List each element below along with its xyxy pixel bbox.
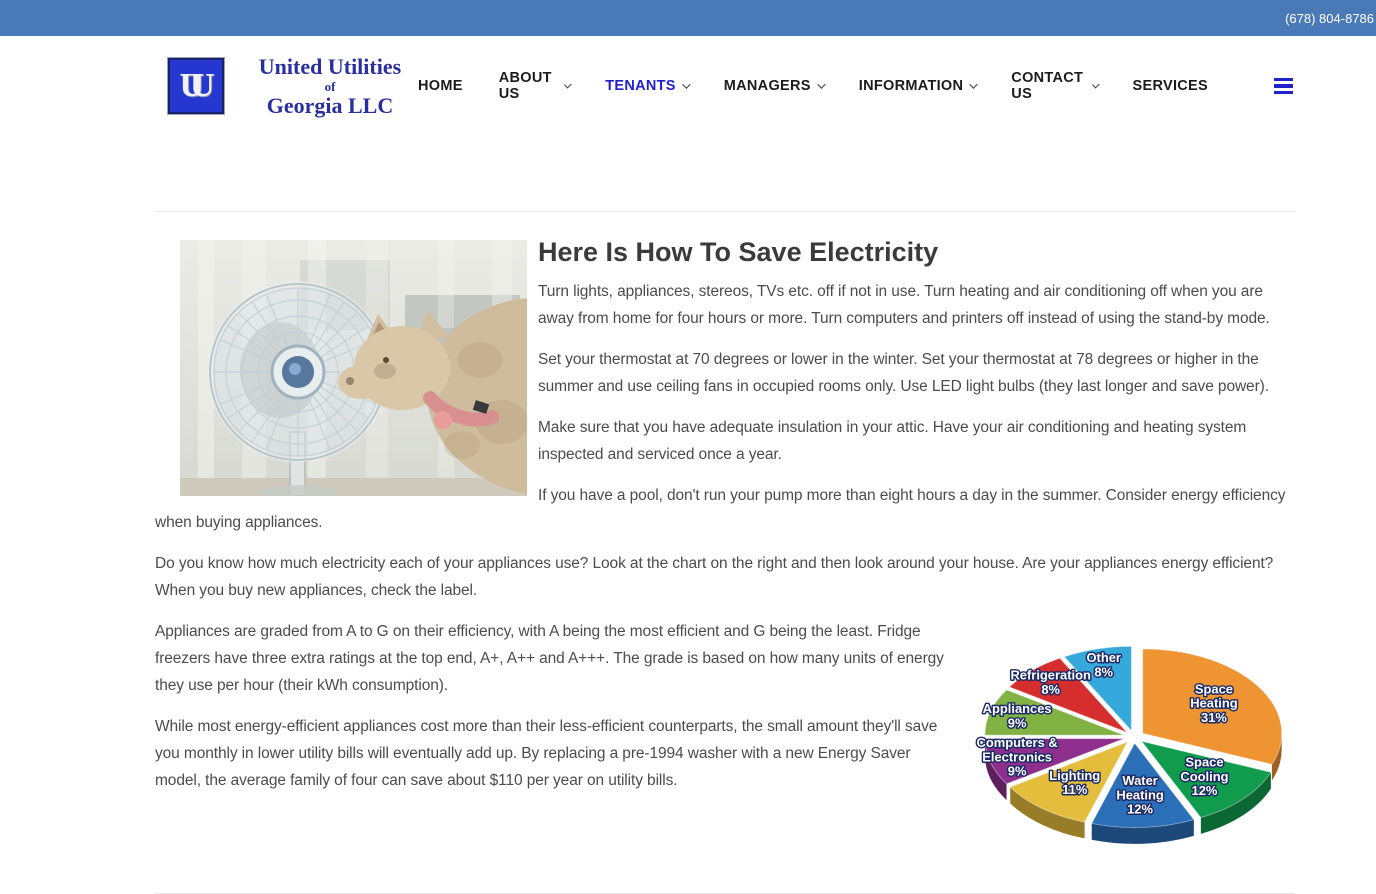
chevron-down-icon xyxy=(1092,81,1100,89)
site-logo[interactable] xyxy=(155,53,418,118)
phone-number-link[interactable]: (678) 804-8786 xyxy=(1285,10,1374,26)
svg-text:Water: Water xyxy=(1122,772,1158,788)
svg-text:Space: Space xyxy=(1194,681,1234,697)
menu-toggle-button[interactable] xyxy=(1272,74,1295,99)
svg-text:Computers &: Computers & xyxy=(976,734,1058,750)
paragraph-turn-off: Turn lights, appliances, stereos, TVs etc. off if not in use. Turn heating and air conditioning off when you are away from home for four hours or more. Turn computers and printers off instead of using the stand-by mode. xyxy=(538,283,1270,327)
logo-line2: of xyxy=(324,78,336,94)
svg-text:12%: 12% xyxy=(1191,783,1218,799)
chevron-down-icon xyxy=(564,81,572,89)
svg-text:Other: Other xyxy=(1086,649,1121,665)
nav-item-managers[interactable] xyxy=(724,78,823,94)
top-bar xyxy=(0,0,1376,36)
hamburger-icon xyxy=(1274,91,1293,95)
nav-item-about-us[interactable] xyxy=(499,70,569,102)
svg-text:Heating: Heating xyxy=(1190,695,1238,711)
svg-text:9%: 9% xyxy=(1007,763,1027,779)
paragraph-chart-intro: Do you know how much electricity each of your appliances use? Look at the chart on the right and then look around your house. Are your appliances energy efficient? When you buy new appliances, check the label. xyxy=(155,555,1274,599)
page-title: Here Is How To Save Electricity xyxy=(538,237,939,267)
main-nav xyxy=(418,70,1295,102)
svg-text:31%: 31% xyxy=(1201,710,1227,726)
nav-label-tenants: TENANTS xyxy=(605,78,676,94)
nav-label-about-us: ABOUT US xyxy=(498,70,552,102)
nav-label-services: SERVICES xyxy=(1132,78,1208,94)
nav-item-information[interactable] xyxy=(859,78,976,94)
hamburger-icon xyxy=(1274,78,1293,82)
svg-text:Cooling: Cooling xyxy=(1180,768,1229,784)
logo-text xyxy=(242,53,418,118)
nav-item-contact-us[interactable] xyxy=(1011,70,1096,102)
nav-label-information: INFORMATION xyxy=(858,78,964,94)
logo-monogram: UU xyxy=(179,67,201,104)
svg-text:Space: Space xyxy=(1185,754,1224,770)
svg-text:Appliances: Appliances xyxy=(982,700,1052,716)
article-save-electricity xyxy=(155,211,1295,894)
svg-text:9%: 9% xyxy=(1007,715,1027,731)
hamburger-icon xyxy=(1274,84,1293,88)
uu-logo-icon xyxy=(168,58,224,114)
paragraph-grades: Appliances are graded from A to G on their efficiency, with A being the most efficient and G being the least. Fridge freezers have three extra ratings at the top end, A+, A++ and A+++. The grade is based on how many units of energy they use per hour (their kWh consumption). xyxy=(155,623,944,694)
nav-item-services[interactable] xyxy=(1133,78,1208,94)
svg-text:Refrigeration: Refrigeration xyxy=(1010,667,1091,683)
energy-pie-chart-svg xyxy=(973,642,1295,849)
paragraph-savings: While most energy-efficient appliances cost more than their less-efficient counterparts, the small amount they'll save you monthly in lower utility bills will eventually add up. By replacing a pre-1994 washer with a new Energy Saver model, the average family of four can save about $110 per year on utility bills. xyxy=(155,718,938,789)
chevron-down-icon xyxy=(682,80,690,88)
svg-text:12%: 12% xyxy=(1127,801,1154,817)
chevron-down-icon xyxy=(817,80,825,88)
paragraph-pool: If you have a pool, don't run your pump more than eight hours a day in the summer. Consider energy efficiency when buying appliances. xyxy=(155,487,1286,531)
nav-item-home[interactable] xyxy=(418,78,463,94)
svg-text:Electronics: Electronics xyxy=(982,749,1052,765)
cat-fan-photo xyxy=(180,240,527,496)
logo-line3: Georgia LLC xyxy=(266,92,394,118)
chevron-down-icon xyxy=(969,80,977,88)
svg-text:Lighting: Lighting xyxy=(1049,767,1101,783)
energy-pie-chart xyxy=(973,642,1295,849)
nav-item-tenants[interactable] xyxy=(605,78,688,94)
paragraph-thermostat: Set your thermostat at 70 degrees or lower in the winter. Set your thermostat at 78 degrees or higher in the summer and use ceiling fans in occupied rooms only. Use LED light bulbs (they last longer and save power). xyxy=(538,351,1269,395)
logo-line1: United Utilities xyxy=(258,53,402,79)
nav-label-managers: MANAGERS xyxy=(723,78,811,94)
nav-label-contact-us: CONTACT US xyxy=(1011,70,1084,102)
svg-text:11%: 11% xyxy=(1062,782,1088,798)
svg-text:Heating: Heating xyxy=(1116,787,1164,803)
svg-text:8%: 8% xyxy=(1094,664,1114,680)
nav-label-home: HOME xyxy=(418,78,463,94)
svg-text:8%: 8% xyxy=(1041,682,1061,698)
site-header xyxy=(155,36,1295,133)
paragraph-insulation: Make sure that you have adequate insulation in your attic. Have your air conditioning and heating system inspected and serviced once a year. xyxy=(538,419,1247,463)
